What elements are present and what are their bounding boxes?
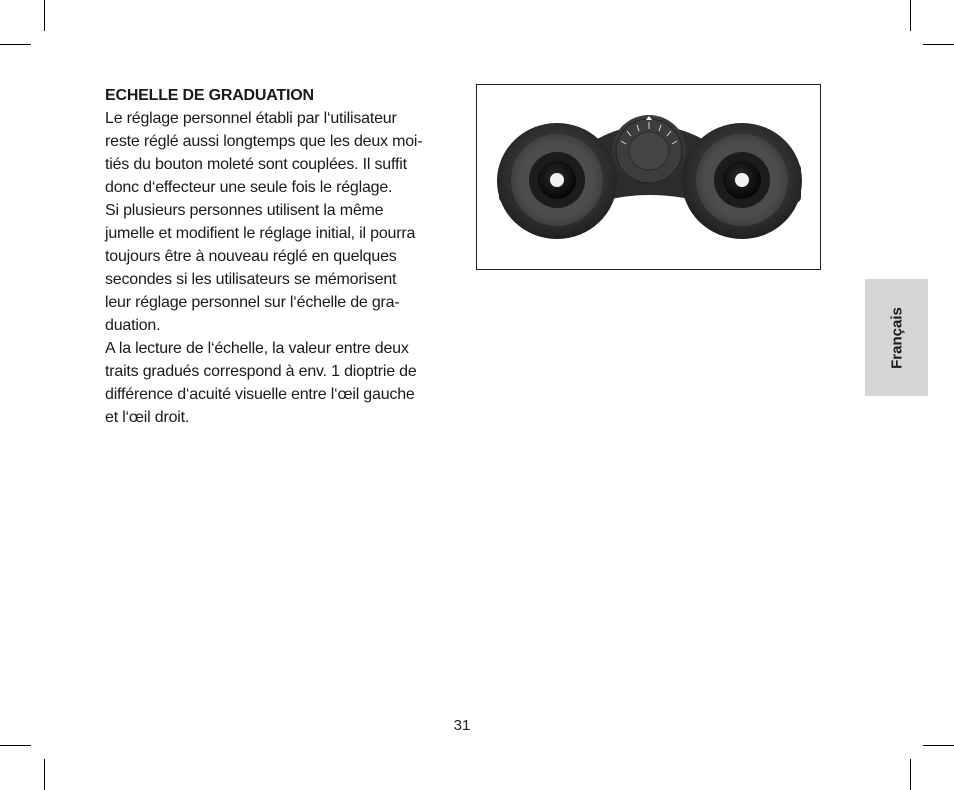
right-eyepiece	[682, 123, 802, 239]
body-line: duation.	[105, 317, 161, 334]
body-line: secondes si les utilisateurs se mémorisent	[105, 271, 397, 288]
focus-knob	[612, 115, 686, 187]
body-line: reste réglé aussi longtemps que les deux moi-	[105, 133, 423, 150]
body-line: Si plusieurs personnes utilisent la même	[105, 202, 384, 219]
crop-mark-top-left-vertical	[44, 0, 45, 31]
binoculars-illustration	[477, 85, 822, 271]
crop-mark-top-right-horizontal	[923, 44, 954, 45]
body-line: A la lecture de l‘échelle, la valeur entre deux	[105, 340, 409, 357]
right-lens-highlight	[735, 173, 749, 187]
body-line: et l‘œil droit.	[105, 409, 190, 426]
body-line: leur réglage personnel sur l‘échelle de gra-	[105, 294, 400, 311]
body-line: Le réglage personnel établi par l‘utilisateur	[105, 110, 397, 127]
crop-mark-bottom-right-horizontal	[923, 745, 954, 746]
language-tab	[865, 279, 928, 396]
crop-mark-bottom-right-vertical	[910, 759, 911, 790]
body-line: donc d‘effecteur une seule fois le réglage.	[105, 179, 393, 196]
left-eyepiece	[497, 123, 617, 239]
body-line: tiés du bouton moleté sont couplées. Il suffit	[105, 156, 407, 173]
crop-mark-top-right-vertical	[910, 0, 911, 31]
left-lens-highlight	[550, 173, 564, 187]
binoculars-figure	[476, 84, 821, 270]
crop-mark-bottom-left-horizontal	[0, 745, 31, 746]
body-line: jumelle et modifient le réglage initial, il pourra	[105, 225, 416, 242]
body-text-column	[105, 84, 450, 429]
body-line: traits gradués correspond à env. 1 dioptrie de	[105, 363, 417, 380]
crop-mark-bottom-left-vertical	[44, 759, 45, 790]
crop-mark-top-left-horizontal	[0, 44, 31, 45]
language-tab-label: Français	[888, 306, 905, 369]
body-line: toujours être à nouveau réglé en quelques	[105, 248, 397, 265]
section-heading: ECHELLE DE GRADUATION	[105, 87, 314, 104]
body-line: différence d‘acuité visuelle entre l‘œil gauche	[105, 386, 415, 403]
page-number: 31	[453, 717, 471, 734]
